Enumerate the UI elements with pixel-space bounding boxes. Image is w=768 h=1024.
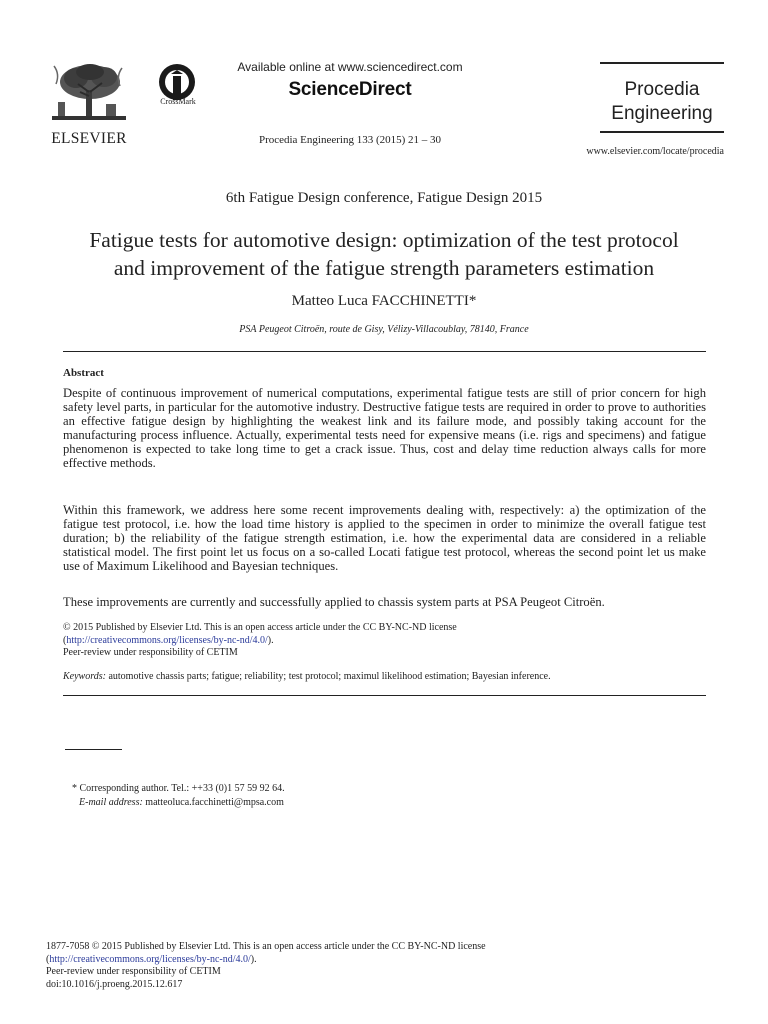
abstract-bottom-rule <box>63 695 706 696</box>
footer-issn-line: 1877-7058 © 2015 Published by Elsevier Ltd. This is an open access article under the CC BY-NC-ND license <box>46 941 486 952</box>
publisher-name: ELSEVIER <box>51 130 127 147</box>
footer-license-link[interactable]: http://creativecommons.org/licenses/by-nc-nd/4.0/ <box>49 953 251 965</box>
title-line-1: Fatigue tests for automotive design: optimization of the test protocol <box>89 228 679 252</box>
license-url-line <box>63 635 706 648</box>
journal-name-line1: Procedia <box>624 79 700 100</box>
email-address[interactable]: matteoluca.facchinetti@mpsa.com <box>142 797 284 808</box>
elsevier-tree-logo <box>50 62 128 124</box>
journal-name-line2: Engineering <box>611 103 713 124</box>
journal-name <box>598 78 726 126</box>
license-url-link[interactable]: http://creativecommons.org/licenses/by-nc-nd/4.0/ <box>66 634 268 646</box>
abstract-heading: Abstract <box>63 367 104 379</box>
crossmark-label: CrossMark <box>160 97 196 106</box>
keywords-line <box>63 671 706 682</box>
keywords-label: Keywords: <box>63 671 106 682</box>
license-url-open: ( <box>63 634 67 646</box>
peer-review-line: Peer-review under responsibility of CETIM <box>63 647 238 658</box>
abstract-paragraph-1: Despite of continuous improvement of numerical computations, experimental fatigue tests are still of prior concern for high safety level parts, in particular for the automotive industry. Destructive fatigue tests are required in order to prove to authorities an effective fatigue design by highlighting the weakest link and its failure mode, and possibly taking account for the manufacturing process influence. Actually, experimental tests need for expensive means (i.e. rigs and specimens) and fatigue phenomenon is expected to take long time to get a crack issue. Thus, cost and delay time reduction always calls for more effective methods. <box>63 386 706 470</box>
author-name: Matteo Luca FACCHINETTI* <box>291 293 477 309</box>
paper-title <box>50 226 718 282</box>
conference-name: 6th Fatigue Design conference, Fatigue Design 2015 <box>225 190 543 206</box>
footer-url-open: ( <box>46 953 50 965</box>
journal-citation: Procedia Engineering 133 (2015) 21 – 30 <box>258 134 442 146</box>
footer-url-line <box>46 954 686 967</box>
available-online-text: Available online at www.sciencedirect.com <box>237 60 463 74</box>
abstract-top-rule <box>63 351 706 352</box>
abstract-paragraph-3: These improvements are currently and successfully applied to chassis system parts at PSA Peugeot Citroën. <box>63 595 605 609</box>
journal-box-rule-top <box>600 62 724 64</box>
abstract-paragraph-2: Within this framework, we address here some recent improvements dealing with, respectively: a) the optimization of the fatigue test protocol, i.e. how the load time history is applied to the specimen in order to minimize the overall fatigue test duration; b) the reliability of the fatigue strength estimation, i.e. how the experimental data are considered in a reliable statistical model. The first point let us focus on a so-called Locati fatigue test protocol, whereas the second point let us make use of Maximum Likelihood and Bayesian techniques. <box>63 503 706 573</box>
corresponding-author-footnote <box>72 782 472 810</box>
footer-doi[interactable]: doi:10.1016/j.proeng.2015.12.617 <box>46 978 183 990</box>
footer-url-close: ). <box>250 953 257 965</box>
journal-box-rule-bottom <box>600 131 724 133</box>
crossmark-icon[interactable] <box>157 62 197 102</box>
license-url-close: ). <box>267 634 274 646</box>
keywords-text: automotive chassis parts; fatigue; reliability; test protocol; maximul likelihood estimation; Bayesian inference. <box>105 671 551 682</box>
footnote-separator <box>65 749 122 750</box>
corresponding-author-phone: * Corresponding author. Tel.: ++33 (0)1 57 59 92 64. <box>72 783 285 794</box>
email-line <box>72 796 472 810</box>
journal-website-link[interactable]: www.elsevier.com/locate/procedia <box>586 146 724 157</box>
license-block <box>63 622 706 660</box>
email-label: E-mail address: <box>79 797 143 808</box>
footer-peer-review: Peer-review under responsibility of CETIM <box>46 966 221 977</box>
page-footer <box>46 941 686 991</box>
sciencedirect-logo[interactable]: ScienceDirect <box>288 79 412 100</box>
copyright-line: © 2015 Published by Elsevier Ltd. This is an open access article under the CC BY-NC-ND license <box>63 622 457 633</box>
title-line-2: and improvement of the fatigue strength parameters estimation <box>113 256 655 280</box>
author-affiliation: PSA Peugeot Citroën, route de Gisy, Vélizy-Villacoublay, 78140, France <box>239 324 529 335</box>
